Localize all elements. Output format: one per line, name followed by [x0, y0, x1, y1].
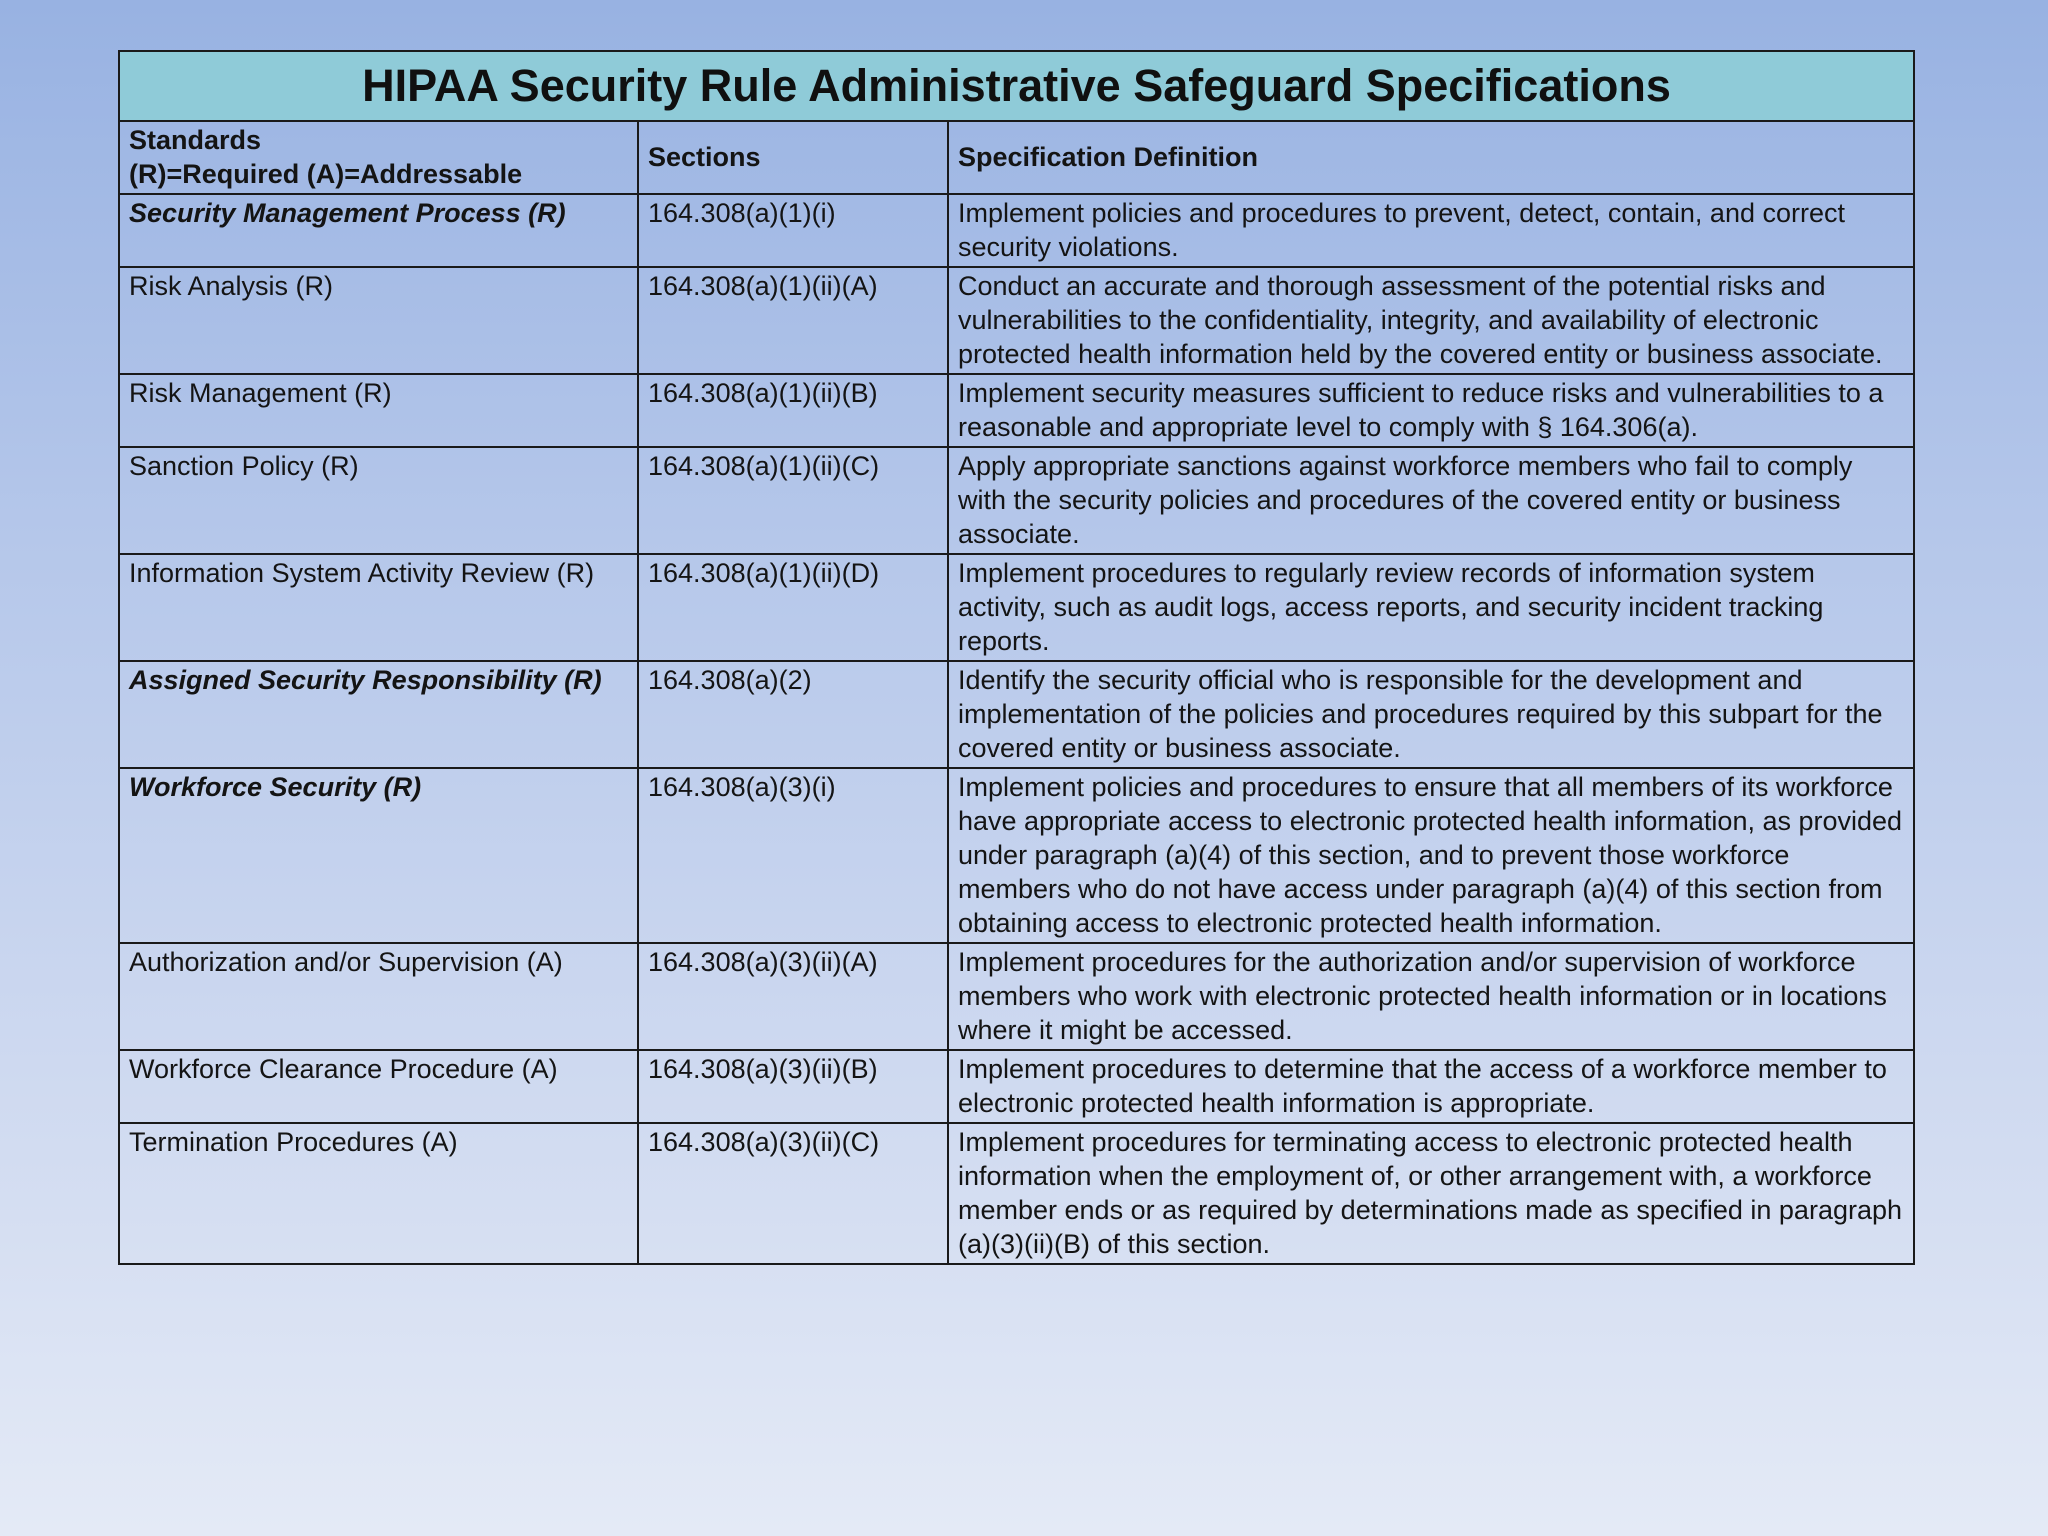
- definition-cell: Apply appropriate sanctions against workforce members who fail to comply with the security policies and procedures of the covered entity or business associate.: [948, 447, 1914, 554]
- standard-cell: Sanction Policy (R): [119, 447, 638, 554]
- header-standards-legend: (R)=Required (A)=Addressable: [129, 159, 523, 189]
- definition-cell: Implement policies and procedures to ensure that all members of its workforce have appropriate access to electronic protected health information, as provided under paragraph (a)(4) of this section, and to prevent those workforce members who do not have access under paragraph (a)(4) of this section from obtaining access to electronic protected health information.: [948, 768, 1914, 943]
- table-row: [119, 267, 1914, 374]
- header-standards-label: Standards: [129, 125, 262, 155]
- section-cell: 164.308(a)(1)(i): [638, 194, 948, 267]
- section-cell: 164.308(a)(3)(ii)(B): [638, 1050, 948, 1123]
- standard-cell: Assigned Security Responsibility (R): [119, 661, 638, 768]
- definition-cell: Implement procedures to regularly review records of information system activity, such as audit logs, access reports, and security incident tracking reports.: [948, 554, 1914, 661]
- table-row: [119, 768, 1914, 943]
- definition-cell: Identify the security official who is responsible for the development and implementation of the policies and procedures required by this subpart for the covered entity or business associate.: [948, 661, 1914, 768]
- section-cell: 164.308(a)(2): [638, 661, 948, 768]
- header-row: [119, 121, 1914, 194]
- standard-cell: Termination Procedures (A): [119, 1123, 638, 1264]
- table-row: [119, 661, 1914, 768]
- standard-cell: Risk Management (R): [119, 374, 638, 447]
- standard-cell: Risk Analysis (R): [119, 267, 638, 374]
- safeguards-table: [118, 50, 1915, 1265]
- table-row: [119, 554, 1914, 661]
- standard-cell: Workforce Security (R): [119, 768, 638, 943]
- section-cell: 164.308(a)(3)(i): [638, 768, 948, 943]
- definition-cell: Implement procedures to determine that the access of a workforce member to electronic protected health information is appropriate.: [948, 1050, 1914, 1123]
- section-cell: 164.308(a)(1)(ii)(B): [638, 374, 948, 447]
- table-row: [119, 194, 1914, 267]
- section-cell: 164.308(a)(1)(ii)(C): [638, 447, 948, 554]
- section-cell: 164.308(a)(3)(ii)(A): [638, 943, 948, 1050]
- table-row: [119, 374, 1914, 447]
- standard-cell: Security Management Process (R): [119, 194, 638, 267]
- section-cell: 164.308(a)(3)(ii)(C): [638, 1123, 948, 1264]
- definition-cell: Implement policies and procedures to prevent, detect, contain, and correct security violations.: [948, 194, 1914, 267]
- section-cell: 164.308(a)(1)(ii)(A): [638, 267, 948, 374]
- definition-cell: Conduct an accurate and thorough assessment of the potential risks and vulnerabilities to the confidentiality, integrity, and availability of electronic protected health information held by the covered entity or business associate.: [948, 267, 1914, 374]
- header-sections: Sections: [638, 121, 948, 194]
- section-cell: 164.308(a)(1)(ii)(D): [638, 554, 948, 661]
- table-row: [119, 943, 1914, 1050]
- table-body: [119, 194, 1914, 1264]
- definition-cell: Implement procedures for terminating access to electronic protected health information when the employment of, or other arrangement with, a workforce member ends or as required by determinations made as specified in paragraph (a)(3)(ii)(B) of this section.: [948, 1123, 1914, 1264]
- table-title: HIPAA Security Rule Administrative Safeguard Specifications: [119, 51, 1914, 121]
- standard-cell: Information System Activity Review (R): [119, 554, 638, 661]
- header-definition: Specification Definition: [948, 121, 1914, 194]
- table-row: [119, 447, 1914, 554]
- standard-cell: Authorization and/or Supervision (A): [119, 943, 638, 1050]
- header-standards: [119, 121, 638, 194]
- table-row: [119, 1050, 1914, 1123]
- definition-cell: Implement procedures for the authorization and/or supervision of workforce members who work with electronic protected health information or in locations where it might be accessed.: [948, 943, 1914, 1050]
- table-row: [119, 1123, 1914, 1264]
- title-row: [119, 51, 1914, 121]
- standard-cell: Workforce Clearance Procedure (A): [119, 1050, 638, 1123]
- definition-cell: Implement security measures sufficient to reduce risks and vulnerabilities to a reasonable and appropriate level to comply with § 164.306(a).: [948, 374, 1914, 447]
